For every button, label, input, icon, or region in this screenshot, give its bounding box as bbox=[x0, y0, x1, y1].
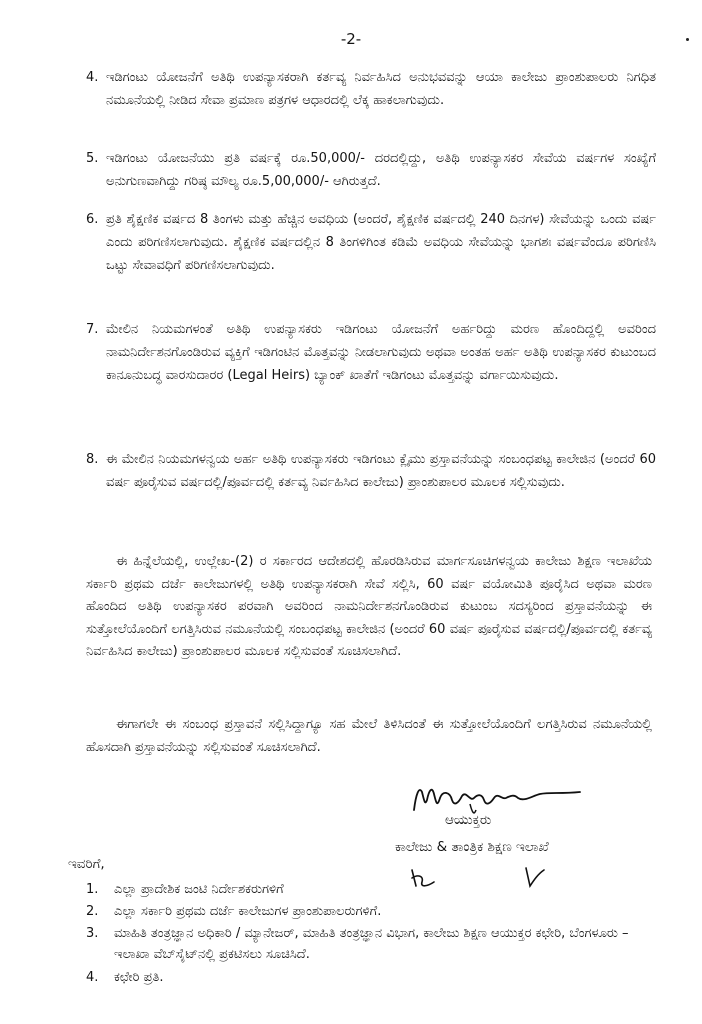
list-item bbox=[86, 318, 656, 387]
list-item bbox=[86, 208, 656, 277]
item-number: 8. bbox=[86, 452, 99, 467]
item-number: 6. bbox=[86, 212, 99, 227]
page-number: -2- bbox=[340, 30, 362, 48]
speck-mark bbox=[686, 38, 689, 41]
item-number: 7. bbox=[86, 322, 99, 337]
recipients-heading: ಇವರಿಗೆ, bbox=[68, 856, 105, 872]
item-text: ಇಡಿಗಂಟು ಯೋಜನೆಗೆ ಅತಿಥಿ ಉಪನ್ಯಾಸಕರಾಗಿ ಕರ್ತವ್ಯ ನಿರ್ವಹಿಸಿದ ಅನುಭವವನ್ನು ಆಯಾ ಕಾಲೇಜು ಪ್ರಾಂಶುಪಾಲರು ನಿಗಧಿತ ನಮೂನೆಯಲ್ಲಿ ನೀಡಿದ ಸೇವಾ ಪ್ರಮಾಣ ಪತ್ರಗಳ ಆಧಾರದಲ್ಲಿ ಲೆಕ್ಕ ಹಾಕಲಾಗುವುದು. bbox=[106, 70, 656, 108]
recipient-item bbox=[86, 967, 666, 988]
list-item bbox=[86, 448, 656, 494]
recipient-text: ಕಛೇರಿ ಪ್ರತಿ. bbox=[114, 970, 164, 985]
signature-scribble bbox=[410, 780, 590, 820]
recipient-number: 2. bbox=[86, 904, 99, 919]
recipient-number: 3. bbox=[86, 926, 99, 941]
recipient-text: ಮಾಹಿತಿ ತಂತ್ರಜ್ಞಾನ ಅಧಿಕಾರಿ / ಮ್ಯಾನೇಜರ್, ಮಾಹಿತಿ ತಂತ್ರಜ್ಞಾನ ವಿಭಾಗ, ಕಾಲೇಜು ಶಿಕ್ಷಣ ಆಯುಕ್ತರ ಕಛೇರಿ, ಬೆಂಗಳೂರು – ಇಲಾಖಾ ವೆಬ್‌ಸೈಟ್‌ನಲ್ಲಿ ಪ್ರಕಟಿಸಲು ಸೂಚಿಸಿದೆ. bbox=[114, 926, 629, 962]
item-text: ಮೇಲಿನ ನಿಯಮಗಳಂತೆ ಅತಿಥಿ ಉಪನ್ಯಾಸಕರು ಇಡಿಗಂಟು ಯೋಜನೆಗೆ ಅರ್ಹರಿದ್ದು ಮರಣ ಹೊಂದಿದ್ದಲ್ಲಿ ಅವರಿಂದ ನಾಮನಿರ್ದೇಶನಗೊಂಡಿರುವ ವ್ಯಕ್ತಿಗೆ ಇಡಿಗಂಟಿನ ಮೊತ್ತವನ್ನು ನೀಡಲಾಗುವುದು ಅಥವಾ ಅಂತಹ ಅರ್ಹ ಅತಿಥಿ ಉಪನ್ಯಾಸಕರ ಕುಟುಂಬದ ಕಾನೂನುಬದ್ಧ ವಾರಸುದಾರರ (Legal Heirs) ಬ್ಯಾಂಕ್ ಖಾತೆಗೆ ಇಡಿಗಂಟು ಮೊತ್ತವನ್ನು ವರ್ಗಾಯಿಸುವುದು. bbox=[106, 322, 656, 383]
item-text: ಪ್ರತಿ ಶೈಕ್ಷಣಿಕ ವರ್ಷದ 8 ತಿಂಗಳು ಮತ್ತು ಹೆಚ್ಚಿನ ಅವಧಿಯ (ಅಂದರೆ, ಶೈಕ್ಷಣಿಕ ವರ್ಷದಲ್ಲಿ 240 ದಿನಗಳ) ಸೇವೆಯನ್ನು ಒಂದು ವರ್ಷ ಎಂದು ಪರಿಗಣಿಸಲಾಗುವುದು. ಶೈಕ್ಷಣಿಕ ವರ್ಷದಲ್ಲಿನ 8 ತಿಂಗಳಿಗಿಂತ ಕಡಿಮೆ ಅವಧಿಯ ಸೇವೆಯನ್ನು ಭಾಗಶಃ ವರ್ಷವೆಂದೂ ಪರಿಗಣಿಸಿ ಒಟ್ಟು ಸೇವಾವಧಿಗೆ ಪರಿಗಣಿಸಲಾಗುವುದು. bbox=[106, 212, 656, 273]
item-text: ಈ ಮೇಲಿನ ನಿಯಮಗಳನ್ವಯ ಅರ್ಹ ಅತಿಥಿ ಉಪನ್ಯಾಸಕರು ಇಡಿಗಂಟು ಕ್ಲೈಮು ಪ್ರಸ್ತಾವನೆಯನ್ನು ಸಂಬಂಧಪಟ್ಟ ಕಾಲೇಜಿನ (ಅಂದರೆ 60 ವರ್ಷ ಪೂರೈಸುವ ವರ್ಷದಲ್ಲಿ/ಪೂರ್ವದಲ್ಲಿ ಕರ್ತವ್ಯ ನಿರ್ವಹಿಸಿದ ಕಾಲೇಜು) ಪ್ರಾಂಶುಪಾಲರ ಮೂಲಕ ಸಲ್ಲಿಸುವುದು. bbox=[106, 452, 656, 490]
item-number: 4. bbox=[86, 70, 99, 85]
recipient-item bbox=[86, 879, 666, 900]
signatory-department: ಕಾಲೇಜು & ತಾಂತ್ರಿಕ ಶಿಕ್ಷಣ ಇಲಾಖೆ bbox=[395, 839, 549, 855]
item-number: 5. bbox=[86, 151, 99, 166]
recipient-number: 1. bbox=[86, 882, 99, 897]
item-text: ಇಡಿಗಂಟು ಯೋಜನೆಯು ಪ್ರತಿ ವರ್ಷಕ್ಕೆ ರೂ.50,000/- ದರದಲ್ಲಿದ್ದು, ಅತಿಥಿ ಉಪನ್ಯಾಸಕರ ಸೇವೆಯ ವರ್ಷಗಳ ಸಂಖ್ಯೆಗೆ ಅನುಗುಣವಾಗಿದ್ದು ಗರಿಷ್ಠ ಮೌಲ್ಯ ರೂ.5,00,000/- ಆಗಿರುತ್ತದೆ. bbox=[106, 151, 656, 189]
recipient-item bbox=[86, 901, 666, 922]
recipient-number: 4. bbox=[86, 970, 99, 985]
body-paragraph: ಈ ಹಿನ್ನೆಲೆಯಲ್ಲಿ, ಉಲ್ಲೇಖ-(2) ರ ಸರ್ಕಾರದ ಆದೇಶದಲ್ಲಿ ಹೊರಡಿಸಿರುವ ಮಾರ್ಗಸೂಚಿಗಳನ್ವಯ ಕಾಲೇಜು ಶಿಕ್ಷಣ ಇಲಾಖೆಯ ಸರ್ಕಾರಿ ಪ್ರಥಮ ದರ್ಜೆ ಕಾಲೇಜುಗಳಲ್ಲಿ ಅತಿಥಿ ಉಪನ್ಯಾಸಕರಾಗಿ ಸೇವೆ ಸಲ್ಲಿಸಿ, 60 ವರ್ಷ ವಯೋಮಿತಿ ಪೂರೈಸಿದ ಅಥವಾ ಮರಣ ಹೊಂದಿದ ಅತಿಥಿ ಉಪನ್ಯಾಸಕರ ಪರವಾಗಿ ಅವರಿಂದ ನಾಮನಿರ್ದೇಶನಗೊಂಡಿರುವ ಕುಟುಂಬ ಸದಸ್ಯರಿಂದ ಪ್ರಸ್ತಾವನೆಯನ್ನು ಈ ಸುತ್ತೋಲೆಯೊಂದಿಗೆ ಲಗತ್ತಿಸಿರುವ ನಮೂನೆಯಲ್ಲಿ ಸಂಬಂಧಪಟ್ಟ ಕಾಲೇಜಿನ (ಅಂದರೆ 60 ವರ್ಷ ಪೂರೈಸುವ ವರ್ಷದಲ್ಲಿ/ಪೂರ್ವದಲ್ಲಿ ಕರ್ತವ್ಯ ನಿರ್ವಹಿಸಿದ ಕಾಲೇಜು) ಪ್ರಾಂಶುಪಾಲರ ಮೂಲಕ ಸಲ್ಲಿಸುವಂತೆ ಸೂಚಿಸಲಾಗಿದೆ. bbox=[86, 554, 652, 659]
recipient-item bbox=[86, 923, 666, 965]
signatory-designation: ಆಯುಕ್ತರು bbox=[445, 812, 492, 828]
list-item bbox=[86, 147, 656, 193]
recipient-text: ಎಲ್ಲಾ ಪ್ರಾದೇಶಿಕ ಜಂಟಿ ನಿರ್ದೇಶಕರುಗಳಿಗೆ bbox=[114, 882, 284, 897]
recipient-text: ಎಲ್ಲಾ ಸರ್ಕಾರಿ ಪ್ರಥಮ ದರ್ಜೆ ಕಾಲೇಜುಗಳ ಪ್ರಾಂಶುಪಾಲರುಗಳಿಗೆ. bbox=[114, 904, 382, 919]
list-item bbox=[86, 66, 656, 112]
body-paragraph: ಈಗಾಗಲೇ ಈ ಸಂಬಂಧ ಪ್ರಸ್ತಾವನೆ ಸಲ್ಲಿಸಿದ್ದಾಗ್ಯೂ ಸಹ ಮೇಲೆ ತಿಳಿಸಿದಂತೆ ಈ ಸುತ್ತೋಲೆಯೊಂದಿಗೆ ಲಗತ್ತಿಸಿರುವ ನಮೂನೆಯಲ್ಲಿ ಹೊಸದಾಗಿ ಪ್ರಸ್ತಾವನೆಯನ್ನು ಸಲ್ಲಿಸುವಂತೆ ಸೂಚಿಸಲಾಗಿದೆ. bbox=[86, 717, 652, 755]
